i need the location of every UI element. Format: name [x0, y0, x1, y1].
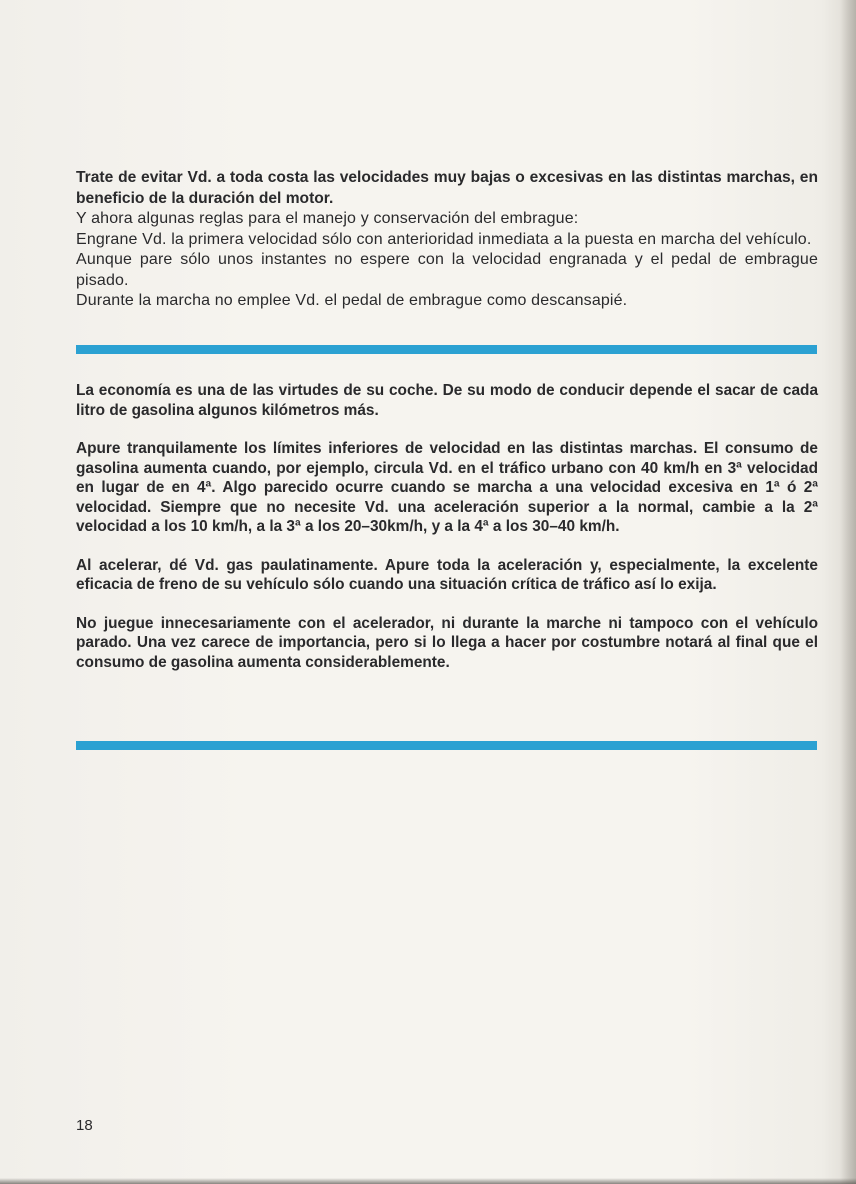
short-stop-rule: Aunque pare sólo unos instantes no espere con la velocidad engranada y el pedal de embrague pisado. [76, 251, 818, 289]
page-edge-shadow [840, 0, 856, 1184]
section-divider-bottom [76, 741, 817, 750]
clutch-rules-intro: Y ahora algunas reglas para el manejo y conservación del embrague: [76, 210, 579, 227]
clutch-rules-section [76, 168, 818, 312]
economy-intro-paragraph: La economía es una de las virtudes de su coche. De su modo de conducir depende el sacar de cada litro de gasolina algunos kilómetros más. [76, 382, 818, 419]
page-bottom-edge [0, 1178, 856, 1184]
accelerator-habit-paragraph: No juegue innecesariamente con el acelerador, ni durante la marche ni tampoco con el vehículo parado. Una vez carece de importancia, pero si lo llega a hacer por costumbre notará al final que el consumo de gasolina aumenta considerablemente. [76, 614, 818, 671]
clutch-footrest-rule: Durante la marcha no emplee Vd. el pedal de embrague como descansapié. [76, 292, 628, 309]
gear-limits-paragraph: Apure tranquilamente los límites inferiores de velocidad en las distintas marchas. El consumo de gasolina aumenta cuando, por ejemplo, circula Vd. en el tráfico urbano con 40 km/h en 3ª velocidad en lugar de en 4ª. Algo parecido ocurre cuando se marcha a una velocidad excesiva en 1ª ó 2ª velocidad. Siempre que no necesite Vd. una aceleración superior a la normal, cambie a la 2ª velocidad a los 10 km/h, a la 3ª a los 20–30km/h, y a la 4ª a los 30–40 km/h. [76, 440, 818, 535]
acceleration-paragraph: Al acelerar, dé Vd. gas paulatinamente. Apure toda la aceleración y, especialmente, la excelente eficacia de freno de su vehículo sólo cuando una situación crítica de tráfico así lo exija. [76, 556, 818, 593]
fuel-economy-section [76, 381, 818, 691]
page-number: 18 [76, 1117, 93, 1134]
first-gear-rule: Engrane Vd. la primera velocidad sólo con anterioridad inmediata a la puesta en marcha del vehículo. [76, 230, 812, 248]
engine-speed-paragraph: Trate de evitar Vd. a toda costa las velocidades muy bajas o excesivas en las distintas marchas, en beneficio de la duración del motor. [76, 169, 818, 207]
section-divider-top [76, 345, 817, 354]
